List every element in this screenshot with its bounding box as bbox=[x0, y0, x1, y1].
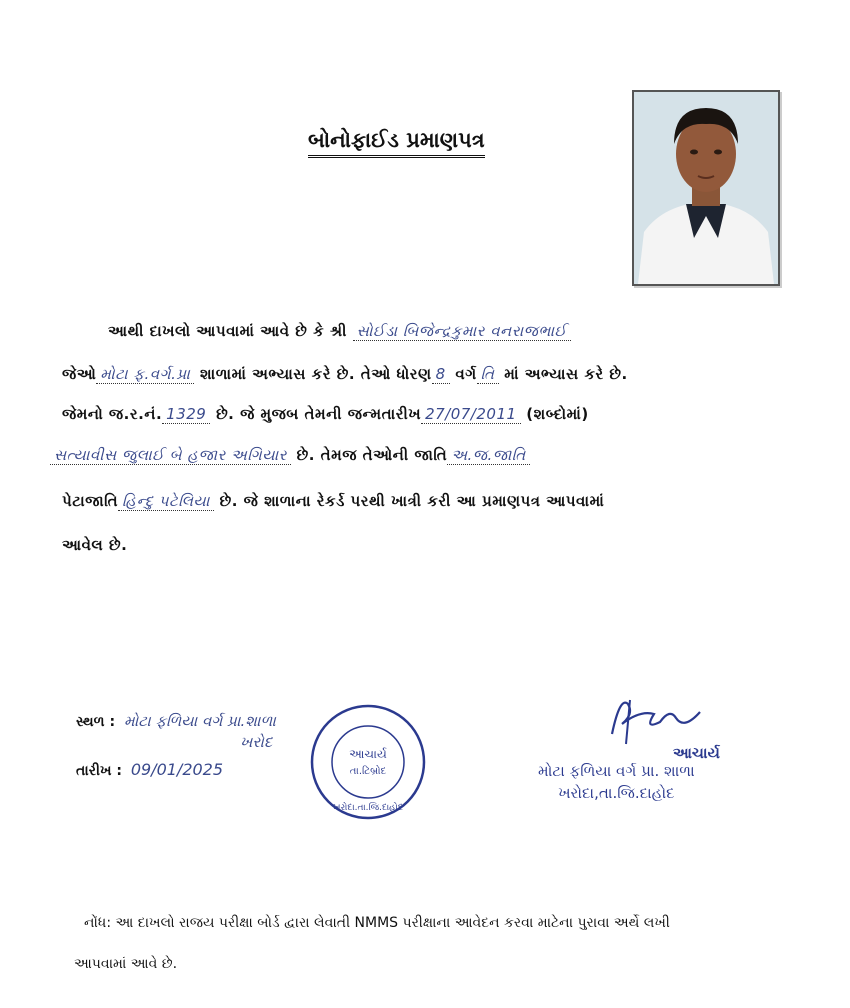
body-line-6 bbox=[62, 536, 127, 554]
seal-school-line-1: મોટા ફળિયા વર્ગ પ્રા. શાળા bbox=[538, 762, 695, 780]
caste-field: અ.જ.જાતિ bbox=[447, 446, 529, 465]
place-value-2: ખરોદ bbox=[240, 733, 273, 751]
place-label: સ્થળ : bbox=[76, 714, 116, 730]
dob-words-field: સત્યાવીસ જુલાઈ બે હજાર અગિયાર bbox=[50, 446, 291, 465]
date-label: તારીખ : bbox=[76, 763, 122, 779]
stamp-center-text: આચાર્ય bbox=[349, 747, 387, 761]
body-line-3 bbox=[62, 405, 589, 423]
caste-label: છે. તેમજ તેઓની જાતિ bbox=[296, 446, 448, 464]
in-words-label: (શબ્દોમાં) bbox=[526, 405, 589, 423]
gr-label: જેમનો જ.ર.નં. bbox=[62, 405, 163, 423]
standard-field: 8 bbox=[432, 365, 450, 384]
certificate-title: બોનોફાઈડ પ્રમાણપત્ર bbox=[308, 128, 485, 158]
body-line-4 bbox=[50, 446, 530, 464]
place-value: મોટા ફળિયા વર્ગ પ્રા.શાળા bbox=[123, 712, 276, 730]
place-row-2 bbox=[236, 733, 276, 751]
dob-field: 27/07/2011 bbox=[421, 405, 520, 424]
std-label: શાળામાં અભ્યાસ કરે છે. તેઓ ધોરણ bbox=[199, 365, 432, 383]
school-round-stamp bbox=[308, 702, 428, 822]
seal-school-line-2: ખરોદા,તા.જિ.દાહોદ bbox=[558, 784, 675, 802]
date-value: 09/01/2025 bbox=[130, 760, 224, 779]
date-row bbox=[76, 760, 227, 779]
place-row bbox=[76, 712, 280, 730]
student-name-field: સોઈડા બિજેન્દ્રકુમાર વનરાજભાઈ bbox=[353, 322, 571, 341]
studying-text: માં અભ્યાસ કરે છે. bbox=[504, 365, 628, 383]
subcaste-field: હિન્દુ પટેલિયા bbox=[118, 492, 214, 511]
body-line-5 bbox=[62, 492, 604, 510]
class-label: વર્ગ bbox=[455, 365, 477, 383]
principal-signature bbox=[600, 690, 710, 750]
stamp-ring-text: ખરોદા.તા.જિ.દાહોદ bbox=[333, 803, 403, 813]
body-line-2 bbox=[62, 365, 628, 383]
dob-label: છે. જે મુજબ તેમની જન્મતારીખ bbox=[216, 405, 422, 423]
student-photo-image bbox=[634, 92, 778, 284]
verification-text: છે. જે શાળાના રેકર્ડ પરથી ખાત્રી કરી આ પ્રમાણપત્ર આપવામાં bbox=[219, 492, 605, 510]
school-name-field: મોટા ફ.વર્ગ.પ્રા bbox=[96, 365, 194, 384]
stamp-center-text-2: તા.ટિબ્રોદ bbox=[349, 766, 387, 777]
body-line-1 bbox=[108, 322, 571, 340]
principal-seal: આચાર્ય મોટા ફળિયા વર્ગ પ્રા. શાળા ખરોદા,તા.જિ.દાહોદ bbox=[538, 744, 720, 802]
subcaste-label: પેટાજાતિ bbox=[62, 492, 119, 510]
jeo-text: જેઓ bbox=[62, 365, 97, 383]
note-line-1: નોંધ: આ દાખલો રાજય પરીક્ષા બોર્ડ દ્વારા લેવાતી NMMS પરીક્ષાના આવેદન કરવા માટેના પુરાવા અર્થે લખી bbox=[84, 915, 670, 931]
student-photo bbox=[632, 90, 780, 286]
division-field: તિ bbox=[477, 365, 499, 384]
given-text: આવેલ છે. bbox=[62, 536, 128, 554]
note-line-2: આપવામાં આવે છે. bbox=[74, 956, 178, 972]
intro-text: આથી દાખલો આપવામાં આવે છે કે શ્રી bbox=[108, 322, 347, 340]
gr-number-field: 1329 bbox=[162, 405, 210, 424]
